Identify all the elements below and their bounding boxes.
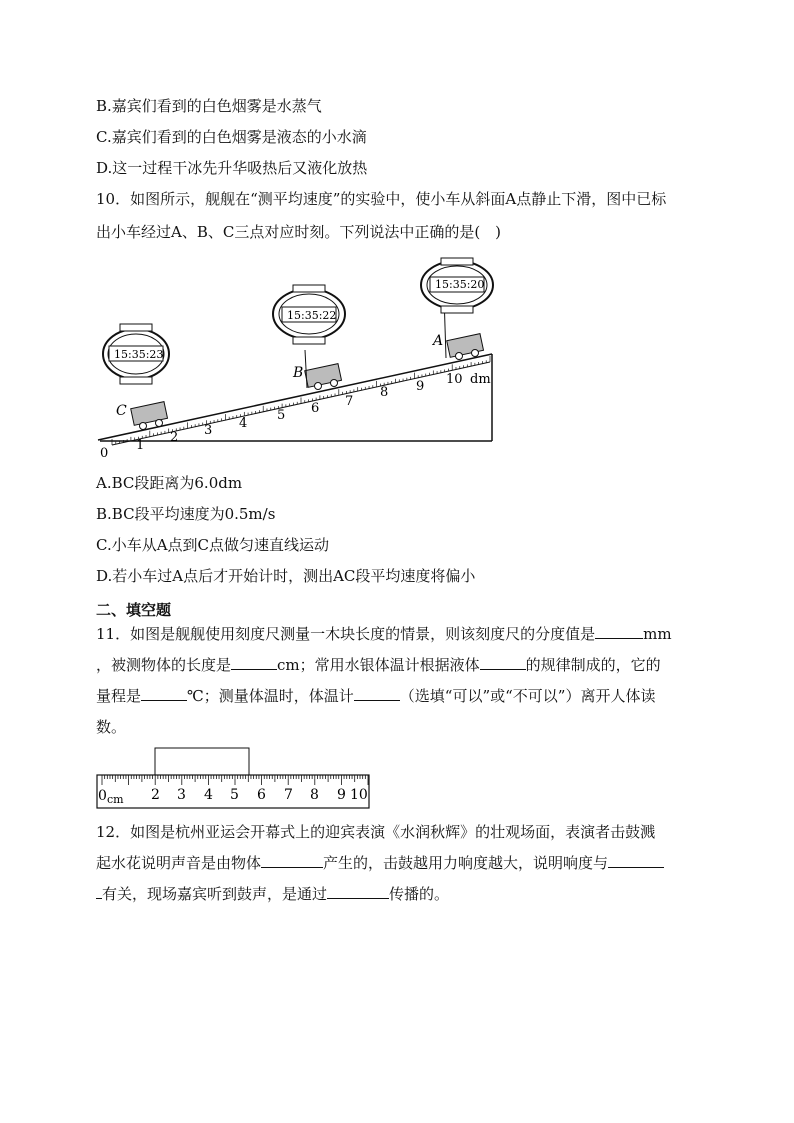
scale-number-6: 6 [311,401,320,416]
q9-option-c: C.嘉宾们看到的白色烟雾是液态的小水滴 [96,128,367,146]
scale-number-2: 2 [170,430,179,445]
ruler-number-7: 7 [284,787,293,803]
ruler-number-8: 8 [310,787,319,803]
ruler-number-9: 9 [337,787,346,803]
q11-text-1a: 11．如图是舰舰使用刻度尺测量一木块长度的情景，则该刻度尺的分度值是 [96,625,596,643]
q11-text-2b: cm；常用水银体温计根据液体 [277,656,480,674]
q11-line1 [96,624,672,644]
time-display-c: 15:35:23 [114,348,164,361]
q12-blank-3 [327,884,389,899]
incline-figure [90,250,510,465]
q11-line3 [96,686,655,706]
scale-number-8: 8 [380,385,389,400]
q11-text-2a: ，被测物体的长度是 [96,656,232,674]
q12-line2 [96,853,664,873]
scale-number-5: 5 [277,408,286,423]
q11-blank-1 [595,624,643,639]
q12-line1: 12．如图是杭州亚运会开幕式上的迎宾表演《水润秋辉》的壮观场面，表演者击鼓溅 [96,823,656,841]
q11-blank-4 [141,686,187,701]
scale-number-4: 4 [239,416,248,431]
wood-block [155,748,249,775]
time-display-b: 15:35:22 [287,309,337,322]
cart-a [447,334,484,360]
ruler-number-2: 2 [151,787,160,803]
point-label-a: A [433,333,444,349]
q11-blank-2 [231,655,277,670]
q12-text-2b: 产生的，击鼓越用力响度越大，说明响度与 [323,854,609,872]
q12-blank-2 [608,853,664,868]
q12-blank-1 [261,853,323,868]
q10-option-d: D.若小车过A点后才开始计时，测出AC段平均速度将偏小 [96,567,476,585]
ruler-number-3: 3 [177,787,186,803]
q9-option-b: B.嘉宾们看到的白色烟雾是水蒸气 [96,97,322,115]
q11-text-1b: mm [643,625,672,643]
ruler-number-5: 5 [230,787,239,803]
point-label-b: B [293,365,304,381]
q10-option-a: A.BC段距离为6.0dm [96,474,243,492]
q12-text-3b: 传播的。 [389,885,450,903]
scale-number-0: 0 [100,446,109,461]
q11-text-3c: （选填“可以”或“不可以”）离开人体读 [399,687,656,705]
scale-number-1: 1 [136,438,145,453]
q10-stem-line2: 出小车经过A、B、C三点对应时刻。下列说法中正确的是( ) [96,223,502,241]
q11-text-2c: 的规律制成的，它的 [525,656,661,674]
ruler-number-10: 10 [350,787,368,803]
cart-c [131,402,168,430]
q11-blank-5 [354,686,400,701]
q11-line4: 数。 [96,718,127,736]
ruler-number-0: 0 [98,788,107,804]
q10-option-c: C.小车从A点到C点做匀速直线运动 [96,536,330,554]
ruler-number-4: 4 [204,787,213,803]
q12-text-2a: 起水花说明声音是由物体 [96,854,262,872]
q10-stem-line1: 10．如图所示，舰舰在“测平均速度”的实验中，使小车从斜面A点静止下滑，图中已标 [96,190,667,208]
q11-line2 [96,655,661,675]
scale-number-3: 3 [204,423,213,438]
q12-text-3a: 有关，现场嘉宾听到鼓声，是通过 [102,885,328,903]
q9-option-d: D.这一过程干冰先升华吸热后又液化放热 [96,159,368,177]
cart-b [305,364,342,390]
ruler-number-6: 6 [257,787,266,803]
q11-blank-3 [480,655,526,670]
q11-text-3a: 量程是 [96,687,142,705]
point-label-c: C [116,403,127,419]
scale-number-9: 9 [416,379,425,394]
q12-line3 [96,884,449,904]
scale-number-10: 10 [446,372,463,387]
time-display-a: 15:35:20 [435,278,485,291]
ruler-unit: cm [107,793,124,806]
scale-unit: dm [470,372,491,387]
scale-number-7: 7 [345,394,354,409]
q10-option-b: B.BC段平均速度为0.5m/s [96,505,276,523]
section-title: 二、填空题 [96,601,172,619]
ruler-figure [94,745,374,811]
q11-text-3b: ℃；测量体温时，体温计 [187,687,354,705]
